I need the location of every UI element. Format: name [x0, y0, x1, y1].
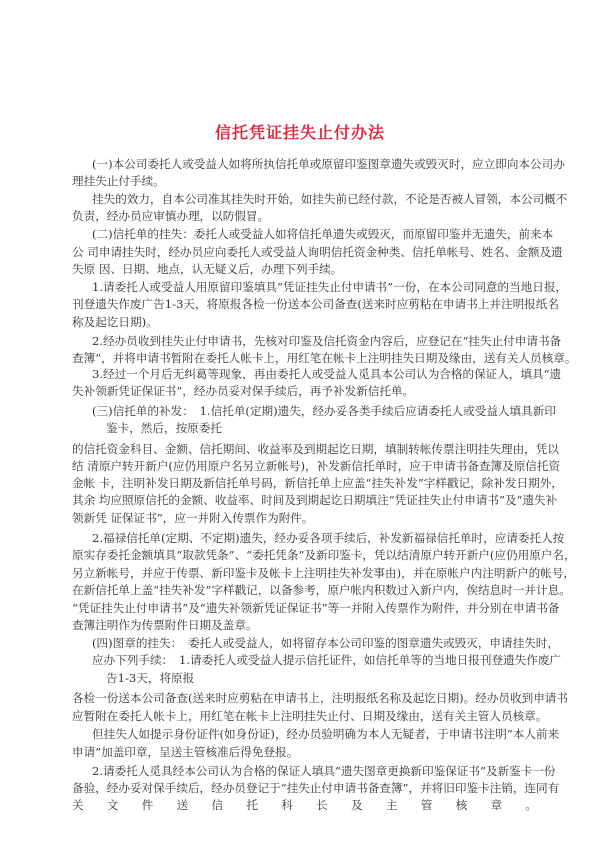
text-line: 的信托资金科目、金额、信托期间、收益率及到期起讫日期，填制转帐传票注明挂失理由，凭以	[72, 442, 559, 456]
text-line: 各检一份送本公司备查(送来时应剪粘在申请书上，注明报纸名称及起讫日期)。经办员收到申请书	[72, 691, 568, 705]
text-line: 应暂附在委托人帐卡上，用红笔在帐卡上注明挂失止付、日期及缘由，送有关主管人员核章。	[72, 709, 548, 723]
text-line: 鉴卡，然后，按原委托	[106, 421, 222, 435]
text-line: 2.福禄信托单(定期、不定期)遗失，经办妥各项手续后，补发新福禄信托单时，应请委托人按	[92, 531, 565, 545]
text-line: 备验，经办妥对保手续后，经办员登记于“挂失止付申请书备查簿”，并将旧印鉴卡注销，连同有	[72, 781, 560, 795]
text-line: 失原 因、日期、地点，认无疑义后，办理下列手续。	[72, 262, 343, 276]
text-line: 失补领新凭证保证书”，经办员妥对保手续后，再予补发新信托单。	[72, 384, 415, 398]
text-line: 原实存委托金额填具“取款凭条”、“委托凭条”及新印鉴卡，凭以结清原户转开新户(应仍用原户名，	[72, 548, 576, 562]
text-line: 负责，经办员应审慎办理，以防假冒。	[72, 209, 270, 223]
text-line: “凭证挂失止付申请书”及“遗失补领新凭证保证书”等一并附入传票作为附件，并分别在申请书备	[72, 601, 560, 615]
text-line: 理挂失止付手续。	[72, 174, 165, 188]
text-line: (四)图章的挂失： 委托人或受益人，如将留存本公司印鉴的图章遗失或毁灭，申请挂失时，	[92, 636, 559, 650]
text-line: 结 清原户转开新户(应仍用原户名另立新帐号)，补发新信托单时，应于申请书备查簿及原信托资	[72, 459, 561, 473]
text-line: 称及起讫日期)。	[72, 315, 158, 329]
text-line: 2.经办员收到挂失止付申请书，先核对印鉴及信托资金内容后，应登记在“挂失止付申请书备	[92, 334, 562, 348]
text-line: 挂失的效力，自本公司准其挂失时开始，如挂失前已经付款，不论是否被人冒领，本公司概不	[92, 192, 568, 206]
text-line: 关 文 件 送 信 托 科 长 及 主 管 核 章 。	[72, 798, 537, 812]
text-line: 公 司申请挂失时，经办员应向委托人或受益人询明信托资金种类、信托单帐号、姓名、金额及遗	[72, 245, 563, 259]
document-title: 信托凭证挂失止付办法	[214, 123, 385, 142]
text-line: (二)信托单的挂失：委托人或受益人如将信托单遗失或毁灭，而原留印鉴并无遗失，前来本	[92, 227, 554, 241]
text-line: 应办下列手续： 1.请委托人或受益人提示信托证件，如信托单等的当地日报刊登遗失作废广	[92, 653, 562, 667]
text-line: 1.请委托人或受益人用原留印鉴填具“凭证挂失止付申请书”一份，在本公司同意的当地日报，	[92, 280, 568, 294]
text-line: 申请”加盖印章，呈送主管核准后得免登报。	[72, 745, 299, 759]
text-line: 3.经过一个月后无纠葛等现象，再由委托人或受益人觅具本公司认为合格的保证人，填具“遗	[92, 367, 562, 381]
text-line: 在新信托单上盖“挂失补发”字样戳记，以备参考，原户帐内积数过入新户内，俟结息时一并计息。	[72, 583, 571, 597]
text-line: 但挂失人如提示身份证件(如身份证)，经办员验明确为本人无疑者，于申请书注明“本人前来	[92, 727, 560, 741]
text-line: (一)本公司委托人或受益人如将所执信托单或原留印鉴图章遗失或毁灭时，应立即向本公司办	[92, 157, 565, 171]
text-line: 刊登遗失作废广告1-3天，将原报各检一份送本公司备查(送来时应剪粘在申请书上并注明报纸名	[72, 297, 559, 311]
text-line: 金帐 卡，注明补发日期及新信托单号码，新信托单上应盖“挂失补发”字样戳记，除补发日期外，	[72, 476, 563, 490]
text-line: (三)信托单的补发： 1.信托单(定期)遗失，经办妥各类手续后应请委托人或受益人填具新印	[92, 404, 556, 418]
text-line: 查簿注明作为传票附件日期及盖章。	[72, 618, 258, 632]
text-line: 2.请委托人觅具经本公司认为合格的保证人填具“遗失图章更换新印鉴保证书”及新鉴卡一份	[92, 764, 556, 778]
text-line: 告1-3天，将原报	[106, 671, 195, 685]
text-line: 另立新帐号，并应于传票、新印鉴卡及帐卡上注明挂失补发事由)，并在原帐户内注明新户的帐号，	[72, 566, 576, 580]
text-line: 其余 均应照原信托的金额、收益率、时间及到期起讫日期填注“凭证挂失止付申请书”及“遗失补	[72, 493, 558, 507]
text-line: 领新凭 证保证书”，应一并附入传票作为附件。	[72, 511, 314, 525]
text-line: 查簿”，并将申请书暂附在委托人帐卡上，用红笔在帐卡上注明挂失日期及缘由，送有关人员核章。	[72, 351, 577, 365]
